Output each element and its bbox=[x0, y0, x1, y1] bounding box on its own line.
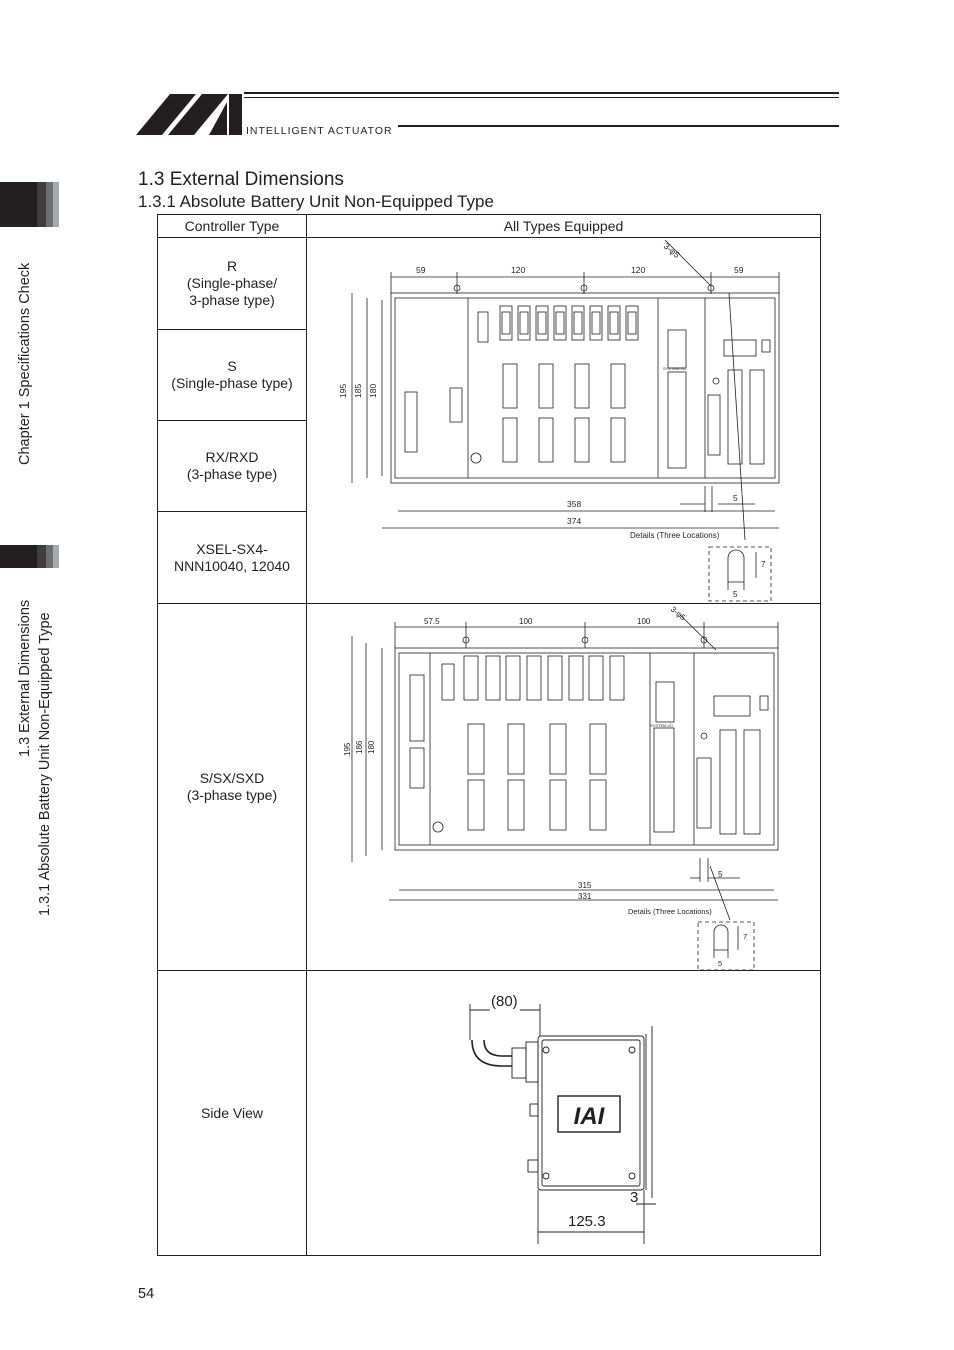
svg-text:(80): (80) bbox=[491, 993, 518, 1010]
type-cell-r: R (Single-phase/ 3-phase type) bbox=[158, 238, 307, 330]
svg-text:125.3: 125.3 bbox=[568, 1213, 606, 1230]
svg-text:59: 59 bbox=[416, 265, 426, 275]
type-cell-ssx: S/SX/SXD (3-phase type) bbox=[158, 604, 307, 971]
svg-text:5: 5 bbox=[718, 870, 723, 879]
svg-text:SYSTEM I/O: SYSTEM I/O bbox=[650, 723, 673, 728]
front-view-drawing-2 bbox=[352, 615, 778, 970]
section-label-2: 1.3.1 Absolute Battery Unit Non-Equipped Type bbox=[37, 612, 53, 916]
svg-text:3-φ5: 3-φ5 bbox=[661, 240, 682, 260]
header-controller-type: Controller Type bbox=[158, 215, 307, 238]
type-cell-rx: RX/RXD (3-phase type) bbox=[158, 421, 307, 512]
svg-text:315: 315 bbox=[578, 881, 592, 890]
side-view-labels bbox=[491, 993, 638, 1230]
section-label-1: 1.3 External Dimensions bbox=[17, 599, 33, 757]
svg-text:3: 3 bbox=[630, 1189, 639, 1206]
type-cell-side-view: Side View bbox=[158, 971, 307, 1256]
svg-text:IAI: IAI bbox=[573, 1103, 605, 1130]
svg-text:3-φ5: 3-φ5 bbox=[668, 604, 688, 623]
svg-text:Details (Three Locations): Details (Three Locations) bbox=[630, 531, 720, 540]
svg-text:SYSTEM I/O: SYSTEM I/O bbox=[663, 366, 686, 371]
front-view-drawing-1 bbox=[352, 240, 779, 601]
side-view-drawing bbox=[470, 1004, 656, 1244]
svg-text:195: 195 bbox=[338, 383, 348, 398]
drawing-2-dimension-labels bbox=[343, 605, 747, 968]
svg-text:180: 180 bbox=[367, 740, 376, 754]
svg-text:100: 100 bbox=[519, 617, 533, 626]
svg-text:331: 331 bbox=[578, 892, 592, 901]
svg-text:120: 120 bbox=[511, 265, 526, 275]
svg-text:186: 186 bbox=[355, 740, 364, 754]
svg-text:7: 7 bbox=[761, 560, 766, 569]
svg-text:5: 5 bbox=[718, 959, 723, 968]
svg-text:180: 180 bbox=[368, 383, 378, 398]
svg-text:195: 195 bbox=[343, 742, 352, 756]
svg-text:358: 358 bbox=[567, 499, 582, 509]
svg-text:185: 185 bbox=[353, 383, 363, 398]
svg-text:100: 100 bbox=[637, 617, 651, 626]
svg-text:374: 374 bbox=[567, 516, 582, 526]
svg-text:5: 5 bbox=[733, 590, 738, 599]
drawing-1-dimension-labels bbox=[338, 241, 766, 599]
svg-text:Details (Three Locations): Details (Three Locations) bbox=[628, 907, 712, 916]
type-cell-s: S (Single-phase type) bbox=[158, 330, 307, 421]
brand-name: INTELLIGENT ACTUATOR bbox=[246, 125, 393, 137]
type-cell-xsel: XSEL-SX4- NNN10040, 12040 bbox=[158, 512, 307, 604]
svg-text:5: 5 bbox=[733, 493, 738, 503]
section-subtitle: 1.3.1 Absolute Battery Unit Non-Equipped Type bbox=[138, 192, 494, 211]
page-number: 54 bbox=[138, 1286, 155, 1302]
svg-text:7: 7 bbox=[743, 932, 748, 941]
svg-text:59: 59 bbox=[734, 265, 744, 275]
header-all-types: All Types Equipped bbox=[307, 215, 821, 238]
svg-text:57.5: 57.5 bbox=[424, 617, 440, 626]
section-title: 1.3 External Dimensions bbox=[138, 169, 344, 190]
svg-text:120: 120 bbox=[631, 265, 646, 275]
chapter-label: Chapter 1 Specifications Check bbox=[17, 262, 33, 465]
